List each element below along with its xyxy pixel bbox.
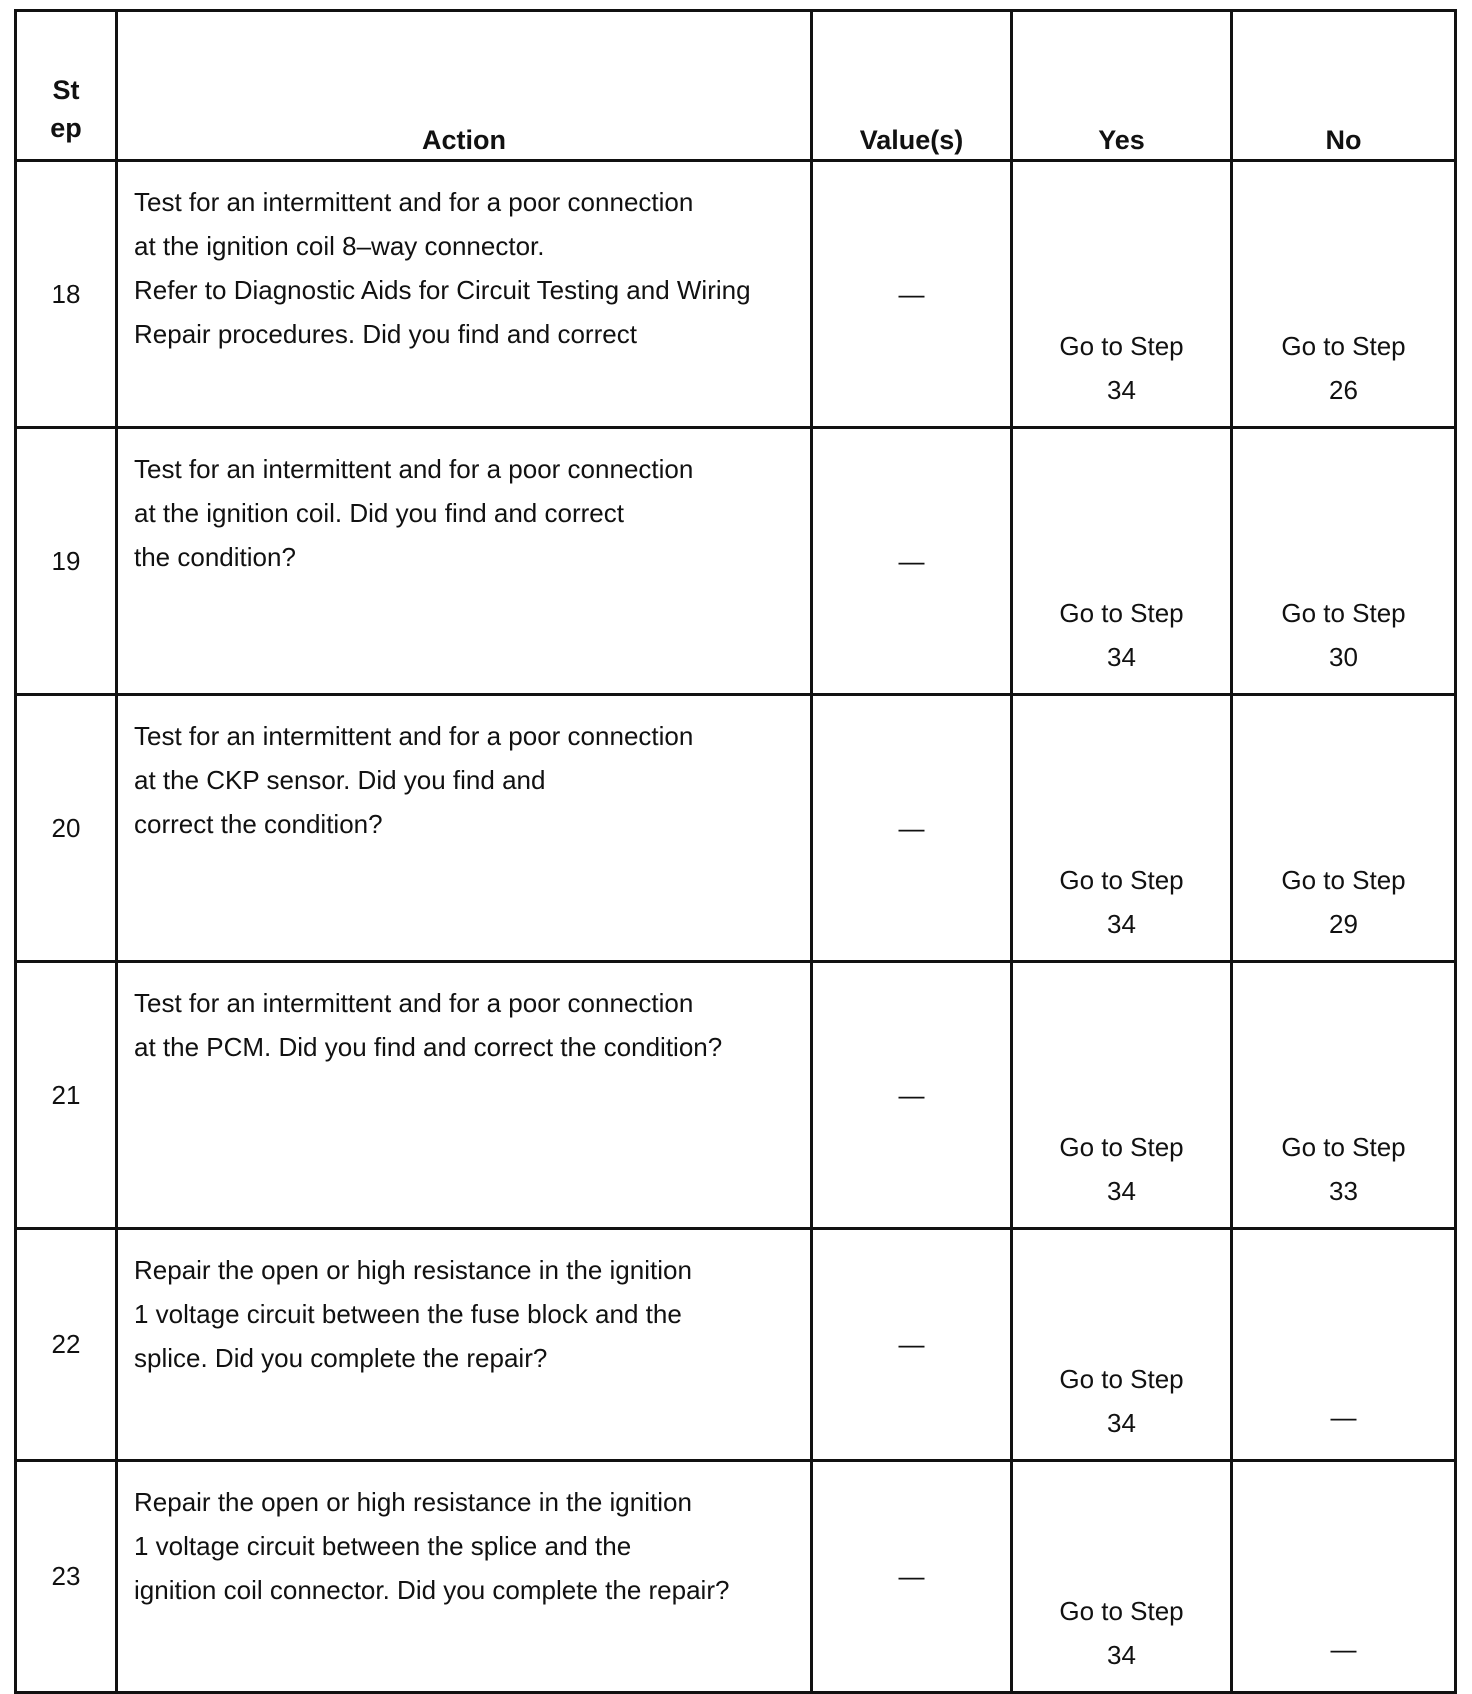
yes-goto-label: Go to Step [1059,865,1184,895]
yes-cell [1012,428,1232,695]
action-cell [117,161,812,428]
action-line: 1 voltage circuit between the splice and the [134,1531,632,1561]
action-line: ignition coil connector. Did you complete the repair? [134,1575,730,1605]
step-number: 20 [16,695,117,962]
header-step: St ep [16,11,117,161]
yes-goto-label: Go to Step [1059,1596,1184,1626]
header-row [16,11,1456,161]
yes-cell [1012,1461,1232,1693]
step-number: 19 [16,428,117,695]
no-cell: — [1232,1461,1456,1693]
table-row [16,161,1456,428]
no-cell [1232,962,1456,1229]
table-row [16,1461,1456,1693]
yes-goto-step: 34 [1107,1176,1136,1206]
no-cell [1232,428,1456,695]
table-row [16,1229,1456,1461]
yes-goto-label: Go to Step [1059,598,1184,628]
action-line: Repair the open or high resistance in the ignition [134,1487,692,1517]
yes-cell [1012,962,1232,1229]
value-cell: — [812,1229,1012,1461]
action-cell [117,1461,812,1693]
step-number: 22 [16,1229,117,1461]
table-row [16,428,1456,695]
action-line: at the PCM. Did you find and correct the condition? [134,1032,723,1062]
action-line: splice. Did you complete the repair? [134,1343,548,1373]
action-line: the condition? [134,542,296,572]
action-line: Test for an intermittent and for a poor connection [134,187,694,217]
action-line: Refer to Diagnostic Aids for Circuit Testing and Wiring [134,275,751,305]
action-line: at the ignition coil 8–way connector. [134,231,545,261]
step-number: 18 [16,161,117,428]
action-line: 1 voltage circuit between the fuse block and the [134,1299,682,1329]
diagnostic-table [14,9,1457,1694]
no-cell: — [1232,1229,1456,1461]
step-number: 23 [16,1461,117,1693]
action-line: Repair the open or high resistance in the ignition [134,1255,692,1285]
value-cell: — [812,1461,1012,1693]
value-cell: — [812,428,1012,695]
value-cell: — [812,161,1012,428]
value-cell: — [812,962,1012,1229]
yes-goto-label: Go to Step [1059,1132,1184,1162]
action-cell [117,428,812,695]
no-cell [1232,161,1456,428]
yes-goto-label: Go to Step [1059,331,1184,361]
no-goto-step: 33 [1329,1176,1358,1206]
action-line: at the ignition coil. Did you find and correct [134,498,624,528]
yes-goto-step: 34 [1107,1408,1136,1438]
header-action: Action [117,11,812,161]
step-number: 21 [16,962,117,1229]
yes-cell [1012,1229,1232,1461]
action-line: Test for an intermittent and for a poor connection [134,988,694,1018]
no-cell [1232,695,1456,962]
yes-cell [1012,695,1232,962]
no-goto-label: Go to Step [1281,1132,1406,1162]
header-values: Value(s) [812,11,1012,161]
value-cell: — [812,695,1012,962]
action-line: correct the condition? [134,809,383,839]
action-cell [117,1229,812,1461]
yes-goto-step: 34 [1107,375,1136,405]
action-cell [117,695,812,962]
action-cell [117,962,812,1229]
action-line: Test for an intermittent and for a poor connection [134,721,694,751]
table-row [16,962,1456,1229]
action-line: Test for an intermittent and for a poor connection [134,454,694,484]
yes-goto-label: Go to Step [1059,1364,1184,1394]
yes-goto-step: 34 [1107,1640,1136,1670]
action-line: Repair procedures. Did you find and correct [134,319,637,349]
table-row [16,695,1456,962]
yes-goto-step: 34 [1107,909,1136,939]
yes-goto-step: 34 [1107,642,1136,672]
action-line: at the CKP sensor. Did you find and [134,765,546,795]
no-goto-label: Go to Step [1281,598,1406,628]
no-goto-label: Go to Step [1281,865,1406,895]
no-goto-step: 26 [1329,375,1358,405]
yes-cell [1012,161,1232,428]
header-yes: Yes [1012,11,1232,161]
header-no: No [1232,11,1456,161]
no-goto-step: 30 [1329,642,1358,672]
no-goto-label: Go to Step [1281,331,1406,361]
no-goto-step: 29 [1329,909,1358,939]
